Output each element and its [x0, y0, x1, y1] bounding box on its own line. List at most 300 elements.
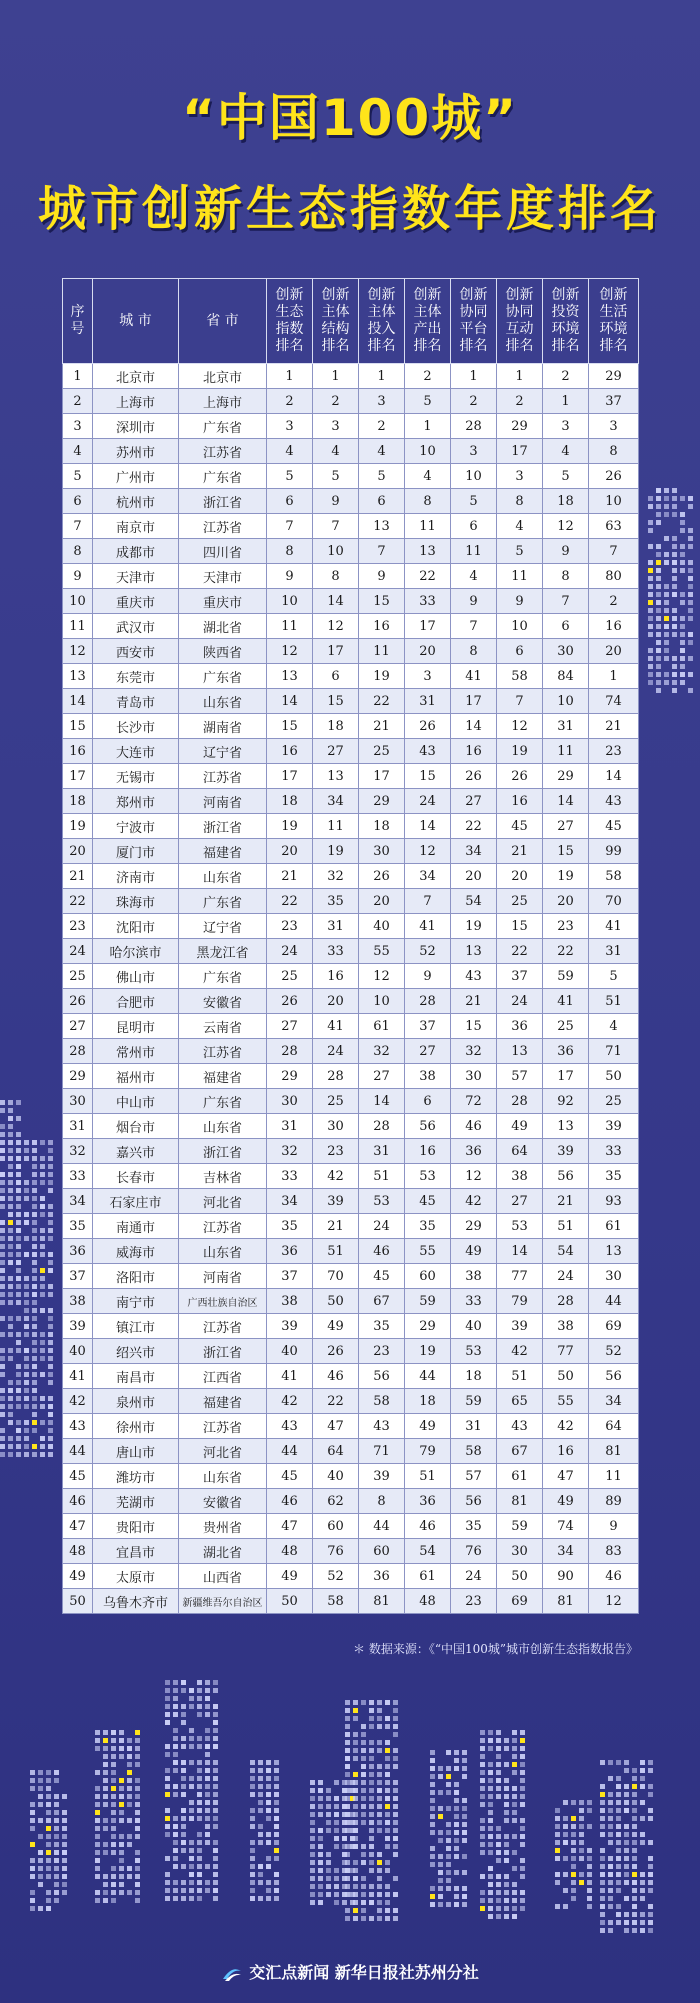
- table-cell: 郑州市: [93, 789, 179, 814]
- table-cell: 14: [589, 764, 639, 789]
- table-cell: 47: [267, 1514, 313, 1539]
- table-cell: 南宁市: [93, 1289, 179, 1314]
- table-cell: 38: [451, 1264, 497, 1289]
- table-cell: 4: [63, 439, 93, 464]
- table-cell: 49: [543, 1489, 589, 1514]
- table-cell: 56: [405, 1114, 451, 1139]
- table-cell: 43: [451, 964, 497, 989]
- table-cell: 6: [267, 489, 313, 514]
- table-cell: 48: [405, 1589, 451, 1614]
- table-cell: 30: [63, 1089, 93, 1114]
- table-cell: 22: [359, 689, 405, 714]
- table-cell: 38: [405, 1064, 451, 1089]
- table-cell: 41: [589, 914, 639, 939]
- table-cell: 2: [451, 389, 497, 414]
- table-cell: 45: [63, 1464, 93, 1489]
- table-cell: 43: [267, 1414, 313, 1439]
- table-cell: 山东省: [179, 1239, 267, 1264]
- table-cell: 12: [267, 639, 313, 664]
- table-cell: 昆明市: [93, 1014, 179, 1039]
- column-header: 城 市: [93, 279, 179, 364]
- table-cell: 41: [313, 1014, 359, 1039]
- table-cell: 武汉市: [93, 614, 179, 639]
- table-cell: 28: [267, 1039, 313, 1064]
- table-cell: 5: [543, 464, 589, 489]
- table-cell: 16: [543, 1439, 589, 1464]
- table-cell: 64: [589, 1414, 639, 1439]
- table-cell: 56: [359, 1364, 405, 1389]
- table-cell: 16: [267, 739, 313, 764]
- table-cell: 4: [313, 439, 359, 464]
- table-cell: 74: [543, 1514, 589, 1539]
- table-cell: 15: [497, 914, 543, 939]
- table-cell: 唐山市: [93, 1439, 179, 1464]
- table-row: [63, 789, 639, 814]
- column-header: 创新 主体 结构 排名: [313, 279, 359, 364]
- table-cell: 36: [359, 1564, 405, 1589]
- table-row: [63, 639, 639, 664]
- table-cell: 17: [497, 439, 543, 464]
- table-cell: 54: [543, 1239, 589, 1264]
- table-cell: 上海市: [179, 389, 267, 414]
- table-cell: 49: [405, 1414, 451, 1439]
- table-row: [63, 1164, 639, 1189]
- table-cell: 珠海市: [93, 889, 179, 914]
- table-cell: 31: [405, 689, 451, 714]
- table-cell: 28: [543, 1289, 589, 1314]
- table-cell: 37: [497, 964, 543, 989]
- table-cell: 22: [497, 939, 543, 964]
- table-cell: 湖北省: [179, 1539, 267, 1564]
- table-cell: 79: [497, 1289, 543, 1314]
- table-cell: 32: [359, 1039, 405, 1064]
- table-cell: 29: [451, 1214, 497, 1239]
- column-header: 创新 协同 平台 排名: [451, 279, 497, 364]
- table-cell: 57: [497, 1064, 543, 1089]
- table-cell: 3: [405, 664, 451, 689]
- table-cell: 43: [359, 1414, 405, 1439]
- table-cell: 13: [543, 1114, 589, 1139]
- table-cell: 7: [63, 514, 93, 539]
- table-cell: 46: [359, 1239, 405, 1264]
- table-cell: 37: [267, 1264, 313, 1289]
- table-cell: 南京市: [93, 514, 179, 539]
- table-cell: 长春市: [93, 1164, 179, 1189]
- table-cell: 21: [63, 864, 93, 889]
- table-cell: 7: [589, 539, 639, 564]
- table-cell: 26: [451, 764, 497, 789]
- table-cell: 福建省: [179, 839, 267, 864]
- table-cell: 25: [497, 889, 543, 914]
- table-cell: 27: [267, 1014, 313, 1039]
- table-cell: 60: [359, 1539, 405, 1564]
- table-cell: 15: [359, 589, 405, 614]
- table-row: [63, 1389, 639, 1414]
- table-cell: 56: [543, 1164, 589, 1189]
- table-cell: 39: [589, 1114, 639, 1139]
- table-cell: 24: [451, 1564, 497, 1589]
- table-row: [63, 1239, 639, 1264]
- table-cell: 69: [589, 1314, 639, 1339]
- table-cell: 厦门市: [93, 839, 179, 864]
- table-cell: 浙江省: [179, 814, 267, 839]
- table-cell: 18: [543, 489, 589, 514]
- table-cell: 64: [497, 1139, 543, 1164]
- table-cell: 39: [543, 1139, 589, 1164]
- table-cell: 35: [359, 1314, 405, 1339]
- table-cell: 39: [313, 1189, 359, 1214]
- table-cell: 14: [359, 1089, 405, 1114]
- table-cell: 山东省: [179, 689, 267, 714]
- table-cell: 31: [589, 939, 639, 964]
- table-cell: 35: [589, 1164, 639, 1189]
- table-cell: 潍坊市: [93, 1464, 179, 1489]
- table-cell: 12: [589, 1589, 639, 1614]
- table-row: [63, 514, 639, 539]
- table-cell: 7: [267, 514, 313, 539]
- table-cell: 5: [589, 964, 639, 989]
- table-row: [63, 1564, 639, 1589]
- table-cell: 47: [543, 1464, 589, 1489]
- table-row: [63, 1414, 639, 1439]
- table-cell: 33: [63, 1164, 93, 1189]
- table-cell: 25: [543, 1014, 589, 1039]
- table-cell: 广东省: [179, 464, 267, 489]
- table-row: [63, 1464, 639, 1489]
- table-cell: 33: [589, 1139, 639, 1164]
- table-cell: 1: [313, 364, 359, 389]
- table-cell: 76: [451, 1539, 497, 1564]
- table-cell: 江苏省: [179, 1039, 267, 1064]
- table-cell: 2: [543, 364, 589, 389]
- table-cell: 49: [63, 1564, 93, 1589]
- table-cell: 18: [63, 789, 93, 814]
- table-cell: 11: [63, 614, 93, 639]
- table-cell: 黑龙江省: [179, 939, 267, 964]
- table-cell: 17: [451, 689, 497, 714]
- table-cell: 61: [497, 1464, 543, 1489]
- table-cell: 29: [267, 1064, 313, 1089]
- table-cell: 48: [63, 1539, 93, 1564]
- table-cell: 38: [543, 1314, 589, 1339]
- table-cell: 42: [451, 1189, 497, 1214]
- table-cell: 32: [63, 1139, 93, 1164]
- table-cell: 19: [543, 864, 589, 889]
- table-cell: 东莞市: [93, 664, 179, 689]
- table-cell: 81: [543, 1589, 589, 1614]
- table-cell: 21: [497, 839, 543, 864]
- table-cell: 21: [313, 1214, 359, 1239]
- table-cell: 12: [543, 514, 589, 539]
- table-cell: 49: [313, 1314, 359, 1339]
- table-cell: 61: [405, 1564, 451, 1589]
- table-cell: 15: [267, 714, 313, 739]
- table-cell: 21: [543, 1189, 589, 1214]
- table-cell: 苏州市: [93, 439, 179, 464]
- table-cell: 51: [497, 1364, 543, 1389]
- table-cell: 23: [267, 914, 313, 939]
- table-cell: 28: [451, 414, 497, 439]
- table-cell: 27: [313, 739, 359, 764]
- table-cell: 36: [267, 1239, 313, 1264]
- table-cell: 2: [313, 389, 359, 414]
- table-cell: 8: [63, 539, 93, 564]
- table-row: [63, 414, 639, 439]
- table-cell: 50: [63, 1589, 93, 1614]
- table-cell: 50: [267, 1589, 313, 1614]
- table-cell: 40: [313, 1464, 359, 1489]
- table-cell: 23: [63, 914, 93, 939]
- table-cell: 23: [451, 1589, 497, 1614]
- table-cell: 58: [497, 664, 543, 689]
- table-cell: 74: [589, 689, 639, 714]
- table-row: [63, 664, 639, 689]
- table-cell: 9: [359, 564, 405, 589]
- table-cell: 4: [589, 1014, 639, 1039]
- table-cell: 11: [451, 539, 497, 564]
- table-row: [63, 1189, 639, 1214]
- table-cell: 67: [497, 1439, 543, 1464]
- table-cell: 59: [497, 1514, 543, 1539]
- table-row: [63, 1214, 639, 1239]
- table-cell: 24: [543, 1264, 589, 1289]
- table-cell: 17: [543, 1064, 589, 1089]
- table-cell: 无锡市: [93, 764, 179, 789]
- table-cell: 26: [267, 989, 313, 1014]
- table-cell: 10: [63, 589, 93, 614]
- table-cell: 38: [497, 1164, 543, 1189]
- table-cell: 4: [497, 514, 543, 539]
- table-cell: 8: [359, 1489, 405, 1514]
- table-cell: 35: [267, 1214, 313, 1239]
- table-cell: 石家庄市: [93, 1189, 179, 1214]
- table-cell: 33: [267, 1164, 313, 1189]
- table-cell: 24: [313, 1039, 359, 1064]
- table-cell: 广东省: [179, 1089, 267, 1114]
- table-cell: 46: [405, 1514, 451, 1539]
- table-cell: 34: [405, 864, 451, 889]
- table-cell: 10: [359, 989, 405, 1014]
- table-cell: 6: [359, 489, 405, 514]
- table-cell: 61: [589, 1214, 639, 1239]
- table-cell: 1: [543, 389, 589, 414]
- table-cell: 33: [405, 589, 451, 614]
- table-cell: 江苏省: [179, 1214, 267, 1239]
- table-cell: 广东省: [179, 964, 267, 989]
- table-row: [63, 839, 639, 864]
- table-cell: 63: [589, 514, 639, 539]
- table-cell: 9: [543, 539, 589, 564]
- table-cell: 29: [497, 414, 543, 439]
- table-cell: 大连市: [93, 739, 179, 764]
- table-cell: 天津市: [93, 564, 179, 589]
- table-cell: 35: [405, 1214, 451, 1239]
- table-cell: 23: [589, 739, 639, 764]
- table-cell: 61: [359, 1014, 405, 1039]
- table-cell: 26: [497, 764, 543, 789]
- table-cell: 浙江省: [179, 1139, 267, 1164]
- table-cell: 1: [451, 364, 497, 389]
- table-cell: 深圳市: [93, 414, 179, 439]
- table-cell: 10: [405, 439, 451, 464]
- table-cell: 31: [451, 1414, 497, 1439]
- table-cell: 70: [313, 1264, 359, 1289]
- table-cell: 36: [543, 1039, 589, 1064]
- table-cell: 广东省: [179, 889, 267, 914]
- table-cell: 8: [313, 564, 359, 589]
- table-cell: 山东省: [179, 1464, 267, 1489]
- table-cell: 浙江省: [179, 1339, 267, 1364]
- ranking-table-container: [62, 278, 638, 1614]
- table-cell: 23: [543, 914, 589, 939]
- table-row: [63, 964, 639, 989]
- table-cell: 31: [359, 1139, 405, 1164]
- table-row: [63, 1589, 639, 1614]
- table-cell: 76: [313, 1539, 359, 1564]
- table-cell: 河北省: [179, 1439, 267, 1464]
- table-cell: 宁波市: [93, 814, 179, 839]
- table-cell: 合肥市: [93, 989, 179, 1014]
- table-cell: 24: [267, 939, 313, 964]
- table-cell: 53: [451, 1339, 497, 1364]
- table-cell: 22: [313, 1389, 359, 1414]
- table-cell: 陕西省: [179, 639, 267, 664]
- table-cell: 36: [63, 1239, 93, 1264]
- table-cell: 14: [313, 589, 359, 614]
- table-cell: 29: [63, 1064, 93, 1089]
- table-cell: 中山市: [93, 1089, 179, 1114]
- table-cell: 5: [313, 464, 359, 489]
- column-header: 创新 生态 指数 排名: [267, 279, 313, 364]
- table-cell: 四川省: [179, 539, 267, 564]
- table-cell: 24: [497, 989, 543, 1014]
- table-cell: 99: [589, 839, 639, 864]
- table-cell: 19: [405, 1339, 451, 1364]
- table-cell: 55: [359, 939, 405, 964]
- table-cell: 44: [359, 1514, 405, 1539]
- table-cell: 8: [451, 639, 497, 664]
- table-cell: 青岛市: [93, 689, 179, 714]
- table-cell: 31: [543, 714, 589, 739]
- table-cell: 46: [267, 1489, 313, 1514]
- table-cell: 16: [405, 1139, 451, 1164]
- table-cell: 34: [451, 839, 497, 864]
- table-cell: 2: [589, 589, 639, 614]
- table-cell: 哈尔滨市: [93, 939, 179, 964]
- column-header: 省 市: [179, 279, 267, 364]
- table-cell: 38: [267, 1289, 313, 1314]
- table-cell: 81: [589, 1439, 639, 1464]
- table-cell: 29: [589, 364, 639, 389]
- table-row: [63, 439, 639, 464]
- table-cell: 8: [497, 489, 543, 514]
- table-row: [63, 364, 639, 389]
- table-cell: 17: [359, 764, 405, 789]
- table-cell: 41: [405, 914, 451, 939]
- table-cell: 69: [497, 1589, 543, 1614]
- table-cell: 3: [313, 414, 359, 439]
- table-cell: 42: [267, 1389, 313, 1414]
- table-cell: 15: [451, 1014, 497, 1039]
- table-cell: 32: [313, 864, 359, 889]
- table-row: [63, 489, 639, 514]
- table-cell: 7: [451, 614, 497, 639]
- table-cell: 6: [63, 489, 93, 514]
- table-cell: 吉林省: [179, 1164, 267, 1189]
- table-cell: 28: [313, 1064, 359, 1089]
- table-cell: 10: [267, 589, 313, 614]
- table-cell: 58: [589, 864, 639, 889]
- table-cell: 6: [405, 1089, 451, 1114]
- table-cell: 16: [359, 614, 405, 639]
- table-cell: 10: [543, 689, 589, 714]
- table-cell: 45: [267, 1464, 313, 1489]
- table-cell: 20: [267, 839, 313, 864]
- table-cell: 1: [497, 364, 543, 389]
- table-cell: 山东省: [179, 1114, 267, 1139]
- table-cell: 25: [313, 1089, 359, 1114]
- table-cell: 3: [63, 414, 93, 439]
- table-cell: 31: [313, 914, 359, 939]
- table-cell: 59: [543, 964, 589, 989]
- table-cell: 55: [405, 1239, 451, 1264]
- table-row: [63, 1064, 639, 1089]
- table-cell: 28: [405, 989, 451, 1014]
- table-cell: 14: [405, 814, 451, 839]
- table-cell: 92: [543, 1089, 589, 1114]
- table-cell: 47: [313, 1414, 359, 1439]
- table-cell: 14: [63, 689, 93, 714]
- table-cell: 绍兴市: [93, 1339, 179, 1364]
- table-cell: 84: [543, 664, 589, 689]
- table-cell: 3: [267, 414, 313, 439]
- table-cell: 20: [543, 889, 589, 914]
- table-cell: 广东省: [179, 414, 267, 439]
- table-cell: 5: [451, 489, 497, 514]
- table-cell: 11: [405, 514, 451, 539]
- table-cell: 60: [405, 1264, 451, 1289]
- table-row: [63, 889, 639, 914]
- table-cell: 广东省: [179, 664, 267, 689]
- table-cell: 28: [63, 1039, 93, 1064]
- table-cell: 89: [589, 1489, 639, 1514]
- table-cell: 25: [589, 1089, 639, 1114]
- table-cell: 77: [543, 1339, 589, 1364]
- table-cell: 40: [451, 1314, 497, 1339]
- table-cell: 20: [589, 639, 639, 664]
- table-cell: 7: [543, 589, 589, 614]
- table-cell: 辽宁省: [179, 914, 267, 939]
- table-cell: 成都市: [93, 539, 179, 564]
- table-cell: 4: [451, 564, 497, 589]
- table-cell: 2: [405, 364, 451, 389]
- table-cell: 10: [313, 539, 359, 564]
- table-cell: 山西省: [179, 1564, 267, 1589]
- table-cell: 19: [359, 664, 405, 689]
- table-cell: 50: [589, 1064, 639, 1089]
- table-cell: 8: [589, 439, 639, 464]
- table-cell: 12: [451, 1164, 497, 1189]
- table-cell: 41: [63, 1364, 93, 1389]
- table-row: [63, 714, 639, 739]
- table-cell: 45: [589, 814, 639, 839]
- table-cell: 1: [405, 414, 451, 439]
- footer-text: 交汇点新闻 新华日报社苏州分社: [249, 1963, 479, 1982]
- table-cell: 泉州市: [93, 1389, 179, 1414]
- table-cell: 福建省: [179, 1389, 267, 1414]
- table-cell: 72: [451, 1089, 497, 1114]
- table-cell: 43: [589, 789, 639, 814]
